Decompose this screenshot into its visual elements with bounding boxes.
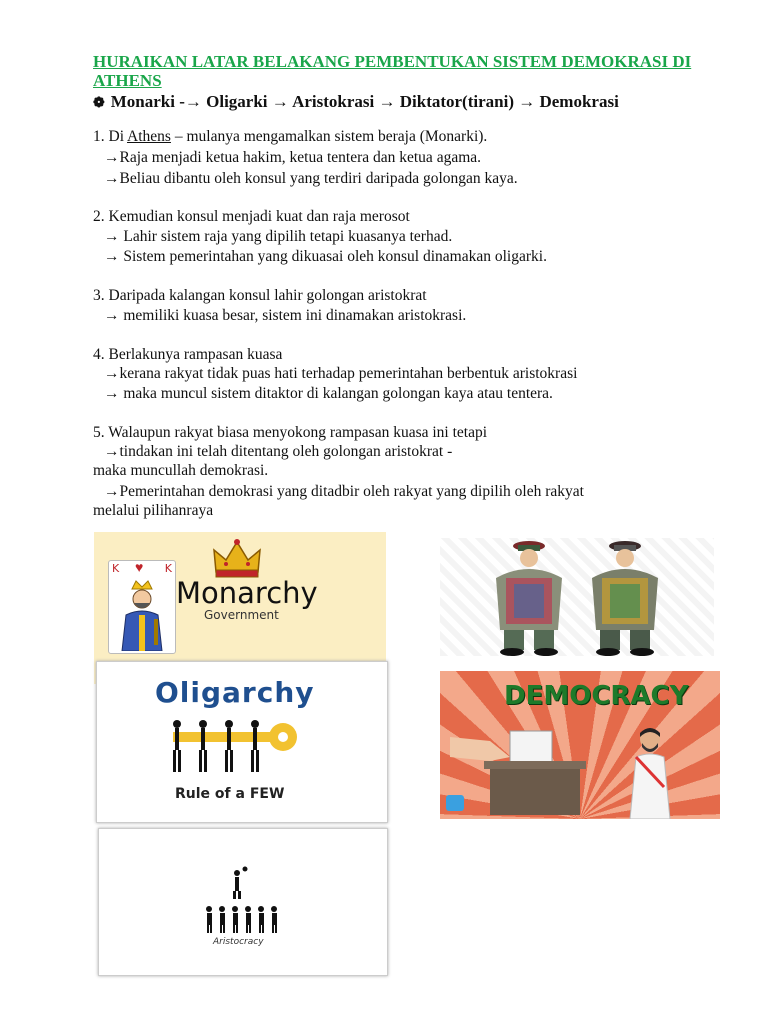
card-rank-top: K — [112, 562, 120, 575]
greek-philosopher-icon — [620, 727, 680, 819]
s5-head: 5. Walaupun rakyat biasa menyokong rampasan kuasa ini tetapi — [93, 424, 488, 441]
monarchy-title: Monarchy — [176, 576, 318, 610]
s2-point-a: → Lahir sistem raja yang dipilih tetapi kuasanya terhad. — [104, 228, 453, 245]
oligarchy-subtitle: Rule of a FEW — [175, 786, 285, 802]
s3-point-a: → memiliki kuasa besar, sistem ini dinamakan aristokrasi. — [104, 307, 467, 324]
democracy-image — [440, 671, 720, 819]
s4-point-b: → maka muncul sistem ditaktor di kalangan golongan kaya atau tentera. — [104, 385, 553, 402]
dictator-soldiers-image — [440, 538, 714, 656]
s1-point-a: →Raja menjadi ketua hakim, ketua tentera dan ketua agama. — [104, 149, 482, 166]
soldier-left-icon — [484, 538, 574, 656]
logo-badge — [446, 795, 464, 811]
soldier-right-icon — [580, 538, 670, 656]
oligarchy-image — [96, 661, 388, 823]
s3-head: 3. Daripada kalangan konsul lahir golongan aristokrat — [93, 287, 427, 304]
aristocracy-people-icon — [203, 865, 283, 935]
people-holding-key-icon — [165, 718, 315, 778]
s5-point-b: maka muncullah demokrasi. — [93, 462, 269, 479]
s1-point-b: →Beliau dibantu oleh konsul yang terdiri daripada golongan kaya. — [104, 170, 518, 187]
flow-line — [93, 92, 619, 112]
flow-text: Monarki -→ Oligarki → Aristokrasi → Diktator(tirani) → Demokrasi — [110, 92, 619, 111]
s5-point-c: →Pemerintahan demokrasi yang ditadbir oleh rakyat yang dipilih oleh rakyat — [104, 483, 584, 500]
heart-icon: ♥ — [135, 561, 144, 576]
flower-bullet-icon: ❁ — [93, 96, 105, 111]
aristocracy-label: Aristocracy — [213, 937, 264, 947]
athens-link: Athens — [127, 128, 171, 145]
s1-head: 1. Di Athens – mulanya mengamalkan sistem beraja (Monarki). — [93, 128, 488, 145]
page-title: HURAIKAN LATAR BELAKANG PEMBENTUKAN SISTEM DEMOKRASI DI ATHENS — [93, 52, 692, 90]
s4-head: 4. Berlakunya rampasan kuasa — [93, 346, 283, 363]
ballot-box-icon — [450, 727, 590, 817]
s2-head: 2. Kemudian konsul menjadi kuat dan raja merosot — [93, 208, 410, 225]
oligarchy-title: Oligarchy — [155, 676, 315, 709]
crown-icon — [210, 536, 264, 580]
card-rank-bottom: K — [164, 562, 172, 575]
democracy-title: DEMOCRACY — [504, 681, 689, 711]
s5-point-d: melalui pilihanraya — [93, 502, 214, 519]
aristocracy-image — [98, 828, 388, 976]
king-figure-icon — [114, 579, 170, 651]
playing-card — [108, 560, 176, 654]
s4-point-a: →kerana rakyat tidak puas hati terhadap pemerintahan berbentuk aristokrasi — [104, 365, 578, 382]
s2-point-b: → Sistem pemerintahan yang dikuasai oleh konsul dinamakan oligarki. — [104, 248, 547, 265]
s5-point-a: →tindakan ini telah ditentang oleh golongan aristokrat - — [104, 443, 453, 460]
monarchy-subtitle: Government — [204, 608, 279, 622]
